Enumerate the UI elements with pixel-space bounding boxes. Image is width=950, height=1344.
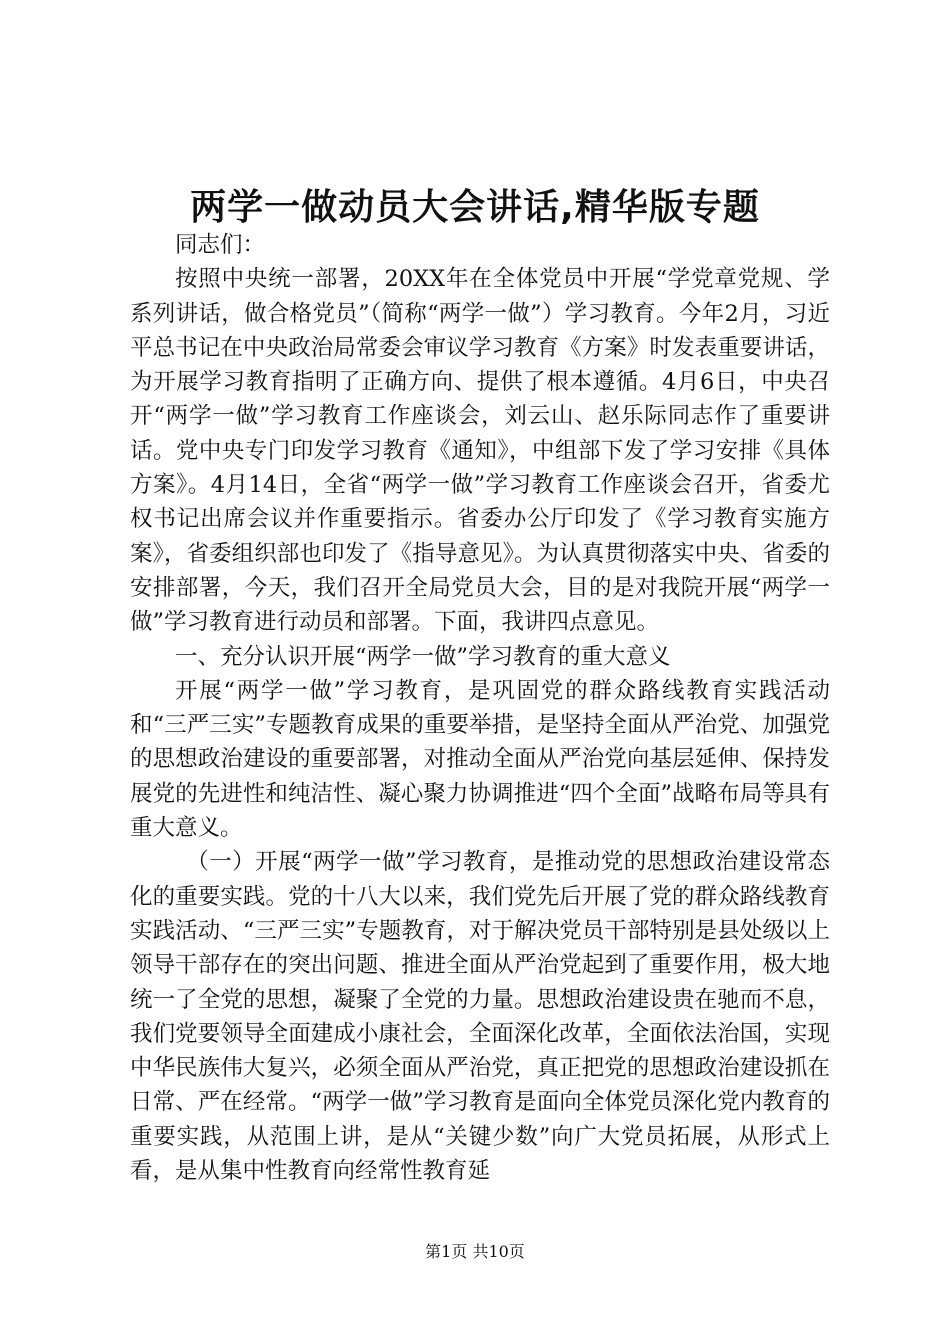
- document-title: 两学一做动员大会讲话,精华版专题: [190, 187, 760, 228]
- intro-paragraph: 按照中央统一部署，20XX年在全体党员中开展“学党章党规、学系列讲话，做合格党员”（简称“两学一做”）学习教育。今年2月，习近平总书记在中央政治局常委会审议学习教育《方案》时发表重要讲话，为开展学习教育指明了正确方向、提供了根本遵循。4月6日，中央召开“两学一做”学习教育工作座谈会，刘云山、赵乐际同志作了重要讲话。党中央专门印发学习教育《通知》，中组部下发了学习安排《具体方案》。4月14日，全省“两学一做”学习教育工作座谈会召开，省委尤权书记出席会议并作重要指示。省委办公厅印发了《学习教育实施方案》，省委组织部也印发了《指导意见》。为认真贯彻落实中央、省委的安排部署，今天，我们召开全局党员大会，目的是对我院开展“两学一做”学习教育进行动员和部署。下面，我讲四点意见。: [130, 266, 830, 636]
- document-body: [130, 228, 830, 1188]
- sub-point-1-paragraph: （一）开展“两学一做”学习教育，是推动党的思想政治建设常态化的重要实践。党的十八大以来，我们党先后开展了党的群众路线教育实践活动、“三严三实”专题教育，对于解决党员干部特别是县处级以上领导干部存在的突出问题、推进全面从严治党起到了重要作用，极大地统一了全党的思想，凝聚了全党的力量。思想政治建设贵在驰而不息，我们党要领导全面建成小康社会，全面深化改革，全面依法治国，实现中华民族伟大复兴，必须全面从严治党，真正把党的思想政治建设抓在日常、严在经常。“两学一做”学习教育是面向全体党员深化党内教育的重要实践，从范围上讲，是从“关键少数”向广大党员拓展，从形式上看，是从集中性教育向经常性教育延: [130, 849, 830, 1185]
- page-number-footer: 第1页 共10页: [425, 1242, 525, 1261]
- section-1-paragraph: 开展“两学一做”学习教育，是巩固党的群众路线教育实践活动和“三严三实”专题教育成果的重要举措，是坚持全面从严治党、加强党的思想政治建设的重要部署，对推动全面从严治党向基层延伸、保持发展党的先进性和纯洁性、凝心聚力协调推进“四个全面”战略布局等具有重大意义。: [130, 677, 830, 842]
- section-heading-1: 一、充分认识开展“两学一做”学习教育的重大意义: [175, 643, 671, 670]
- salutation: 同志们：: [175, 232, 266, 258]
